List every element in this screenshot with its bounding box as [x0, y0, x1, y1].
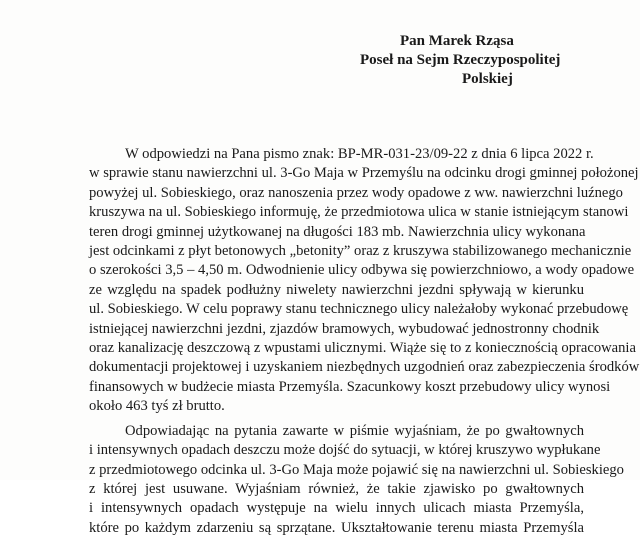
addressee-block	[360, 32, 600, 89]
paragraph-line: jest odcinkami z płyt betonowych „betonity” oraz z kruszywa stabilizowanego mechanicznie	[89, 243, 632, 260]
letter-body	[89, 145, 640, 538]
paragraph-line: około 463 tyś zł brutto.	[89, 398, 225, 415]
paragraph-line: w sprawie stanu nawierzchni ul. 3-Go Maja w Przemyślu na odcinku drogi gminnej położonej	[89, 165, 639, 182]
paragraph-line: W odpowiedzi na Pana pismo znak: BP-MR-031-23/09-22 z dnia 6 lipca 2022 r.	[125, 146, 594, 162]
paragraph-line: z której jest usuwane. Wyjaśniam również, że takie zjawisko po gwałtownych	[89, 480, 584, 497]
addressee-name: Pan Marek Rząsa	[400, 33, 514, 49]
addressee-country: Polskiej	[462, 71, 513, 87]
paragraph-line: o szerokości 3,5 – 4,50 m. Odwodnienie ulicy odbywa się powierzchniowo, a wody opadowe	[89, 262, 635, 279]
paragraph-line: finansowych w budżecie miasta Przemyśla. Szacunkowy koszt przebudowy ulicy wynosi	[89, 378, 611, 395]
paragraph-line: i intensywnych opadach deszczu może dojść do sytuacji, w której kruszywo wypłukane	[89, 442, 601, 459]
paragraph-line: teren drogi gminnej użytkowanej na długości 183 mb. Nawierzchnia ulicy wykonana	[89, 223, 586, 240]
paragraph-line: dokumentacji projektowej i uzyskaniem niezbędnych uzgodnień oraz zabezpieczenia środków	[89, 359, 640, 376]
paragraph-line: istniejącej nawierzchni jezdni, zjazdów bramowych, wybudować jednostronny chodnik	[89, 320, 600, 337]
paragraph-line: ul. Sobieskiego. W celu poprawy stanu technicznego ulicy należałoby wykonać przebudowę	[89, 301, 629, 318]
paragraph-line: które po każdym zdarzeniu są sprzątane. Ukształtowanie terenu miasta Przemyśla	[89, 519, 584, 536]
paragraph-line: Odpowiadając na pytania zawarte w piśmie wyjaśniam, że po gwałtownych	[125, 422, 584, 439]
paragraph-line: oraz kanalizację deszczową z wpustami ulicznymi. Wiąże się to z koniecznością opracowania	[89, 340, 636, 357]
paragraph-line: z przedmiotowego odcinka ul. 3-Go Maja może pojawić się na nawierzchni ul. Sobieskiego	[89, 461, 624, 478]
paragraph-line: i intensywnych opadach występuje na wielu innych ulicach miasta Przemyśla,	[89, 500, 584, 517]
paragraph-line: powyżej ul. Sobieskiego, oraz nanoszenia przez wody opadowe z ww. nawierzchni luźnego	[89, 184, 623, 201]
paragraph-line: ze względu na spadek podłużny niwelety nawierzchni jezdni spływają w kierunku	[89, 281, 584, 298]
paragraph-line: kruszywa na ul. Sobieskiego informuję, że przedmiotowa ulica w stanie istniejącym stanowi	[89, 204, 629, 221]
addressee-role: Poseł na Sejm Rzeczypospolitej	[360, 52, 561, 68]
